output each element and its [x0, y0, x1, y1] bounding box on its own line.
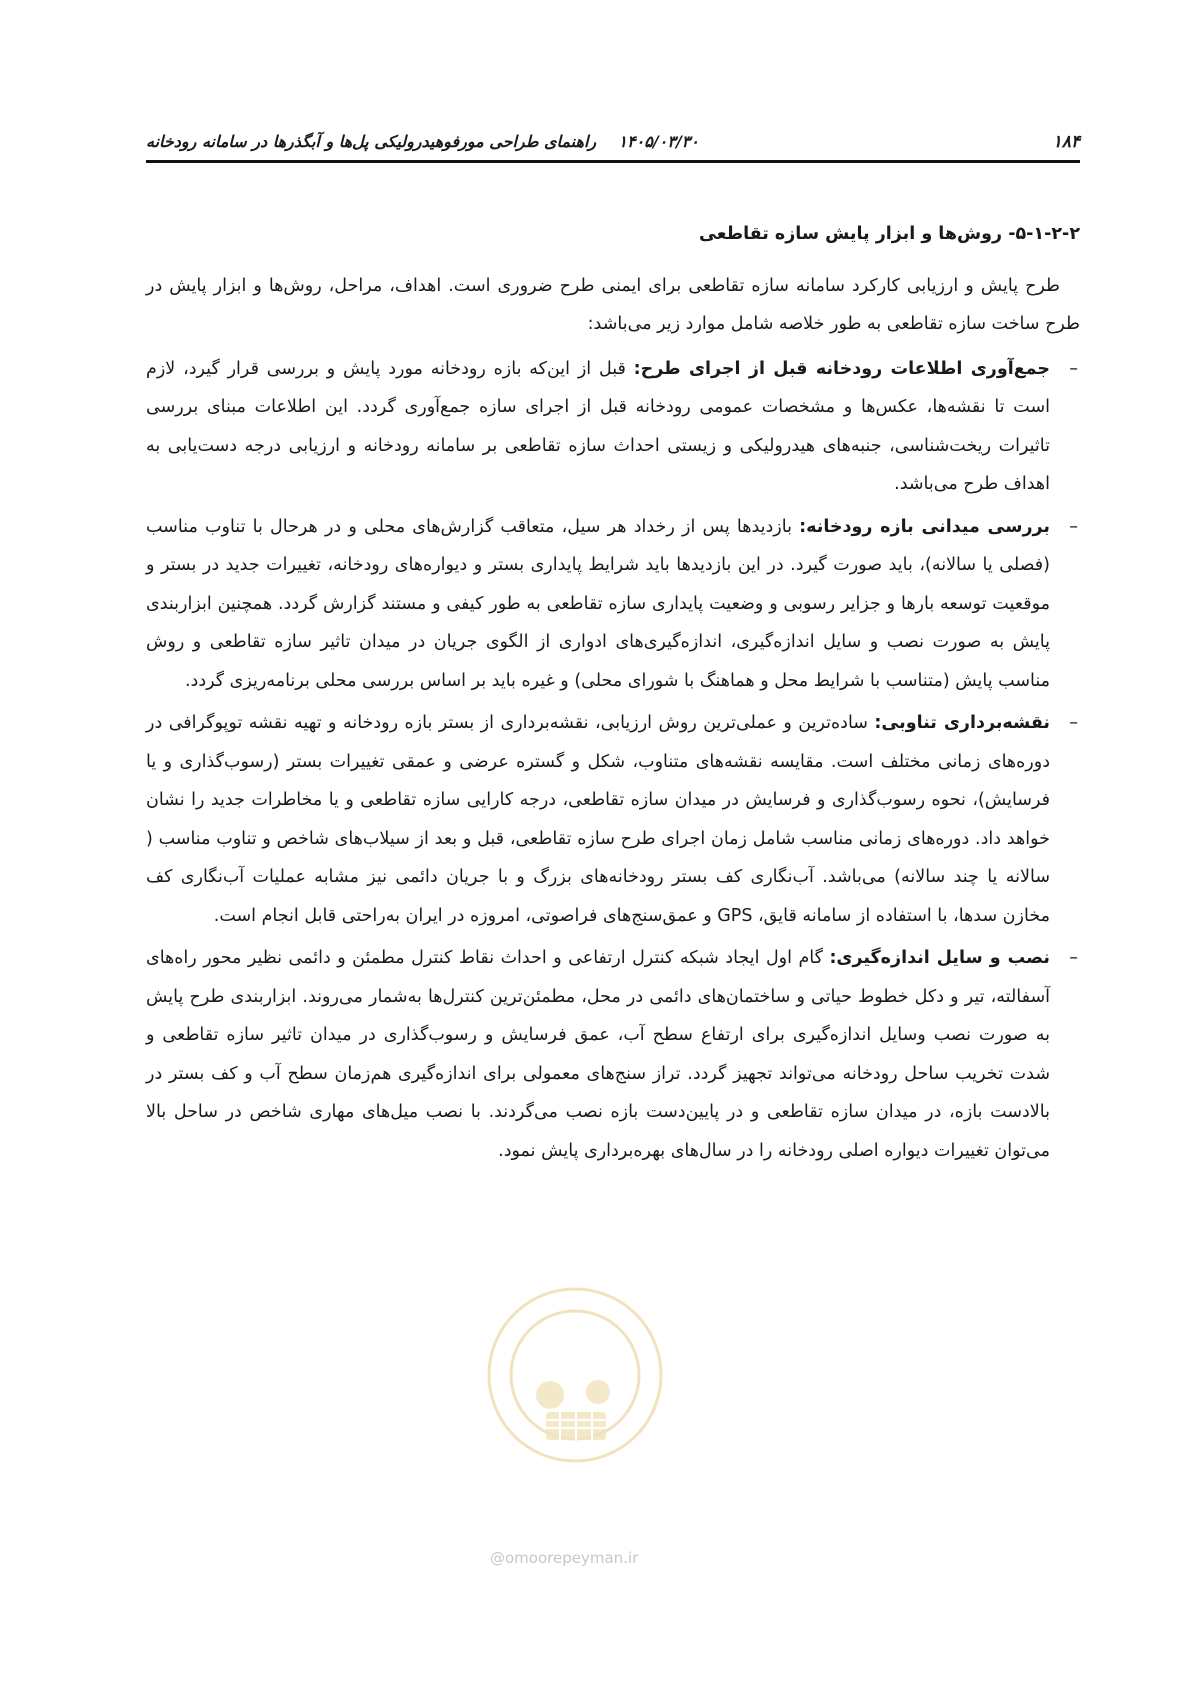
list-item [146, 939, 1080, 1170]
bullet-dash: – [1069, 948, 1078, 968]
running-title-date: ۱۴۰۵/۰۳/۳۰ [618, 132, 699, 151]
watermark-logo-icon [480, 1280, 670, 1470]
page-number: ۱۸۴ [1052, 132, 1080, 152]
bullet-lead: بررسی میدانی بازه رودخانه: [799, 516, 1050, 537]
bullet-dash: – [1069, 516, 1078, 537]
bullet-list [146, 350, 1080, 1171]
list-item [146, 508, 1080, 701]
bullet-dash: – [1069, 358, 1078, 379]
page-content [146, 215, 1080, 1174]
section-heading: ۵-۱-۲-۲- روش‌ها و ابزار پایش سازه تقاطعی [699, 224, 1080, 244]
bullet-lead: نقشه‌برداری تناوبی: [874, 713, 1050, 733]
intro-paragraph: طرح پایش و ارزیابی کارکرد سامانه سازه تقاطعی برای ایمنی طرح ضروری است. اهداف، مراحل، روش‌ها و ابزار پایش در طرح ساخت سازه تقاطعی به طور خلاصه شامل موارد زیر می‌باشد: [146, 275, 1080, 334]
bullet-dash: – [1069, 713, 1078, 733]
list-item [146, 704, 1080, 935]
watermark-text: @omoorepeyman.ir [490, 1549, 639, 1567]
page-header [146, 126, 1080, 163]
running-title [146, 132, 699, 151]
bullet-body: گام اول ایجاد شبکه کنترل ارتفاعی و احداث نقاط کنترل مطمئن و دائمی نظیر محور راه‌های آسفالته، تیر و دکل خطوط حیاتی و ساختمان‌های دائمی در محل، مطمئن‌ترین کنترل‌ها به‌شمار می‌روند. ابزاربندی طرح پایش به صورت نصب وسایل اندازه‌گیری برای ارتفاع سطح آب، عمق فرسایش و رسوب‌گذاری در میدان تاثیر سازه تقاطعی و شدت تخریب ساحل رودخانه می‌تواند تجهیز گردد. تراز سنج‌های معمولی برای اندازه‌گیری هم‌زمان سطح آب و کف بستر در بالادست بازه، در میدان سازه تقاطعی و در پایین‌دست بازه نصب می‌گردند. با نصب میل‌های مهاری شاخص در ساحل بالا می‌توان تغییرات دیواره اصلی رودخانه را در سال‌های بهره‌برداری پایش نمود. [146, 948, 1050, 1161]
bullet-body: بازدیدها پس از رخداد هر سیل، متعاقب گزارش‌های محلی و در هرحال با تناوب مناسب (فصلی یا سالانه)، باید صورت گیرد. در این بازدیدها باید شرایط پایداری بستر و دیواره‌های رودخانه، تغییرات جدید در بستر و موقعیت توسعه بارها و جزایر رسوبی و وضعیت پایداری سازه تقاطعی به طور کیفی و مستند گزارش گردد. همچنین ابزاربندی پایش به صورت نصب و سایل اندازه‌گیری، اندازه‌گیری‌های ادواری از الگوی جریان در میدان تاثیر سازه تقاطعی و روش مناسب پایش (متناسب با شرایط محل و هماهنگ با شورای محلی) و غیره باید بر اساس بررسی محلی برنامه‌ریزی گردد. [146, 516, 1050, 691]
running-title-text: راهنمای طراحی مورفوهیدرولیکی پل‌ها و آبگذرها در سامانه رودخانه [146, 132, 597, 151]
list-item [146, 350, 1080, 504]
bullet-body: ساده‌ترین و عملی‌ترین روش ارزیابی، نقشه‌برداری از بستر بازه رودخانه و تهیه نقشه توپوگرافی در دوره‌های زمانی مختلف است. مقایسه نقشه‌های متناوب، شکل و گستره عرضی و عمقی تغییرات بستر (رسوب‌گذاری و یا فرسایش)، نحوه رسوب‌گذاری و فرسایش در میدان سازه تقاطعی، درجه کارایی سازه تقاطعی و یا مخاطرات جدید را نشان خواهد داد. دوره‌های زمانی مناسب شامل زمان اجرای طرح سازه تقاطعی، قبل و بعد از سیلاب‌های شاخص و تناوب مناسب ( سالانه یا چند سالانه) می‌باشد. آب‌نگاری کف بستر رودخانه‌های بزرگ و با جریان دائمی نیز مشابه عملیات آب‌نگاری کف مخازن سدها، با استفاده از سامانه قایق، GPS و عمق‌سنج‌های فراصوتی، امروزه در ایران به‌راحتی قابل انجام است. [146, 713, 1050, 926]
bullet-body: قبل از این‌که بازه رودخانه مورد پایش و بررسی قرار گیرد، لازم است تا نقشه‌ها، عکس‌ها و مشخصات عمومی رودخانه قبل از اجرای سازه جمع‌آوری گردد. این اطلاعات مبنای بررسی تاثیرات ریخت‌شناسی، جنبه‌های هیدرولیکی و زیستی احداث سازه تقاطعی بر سامانه رودخانه و ارزیابی درجه دست‌یابی به اهداف طرح می‌باشد. [146, 358, 1050, 494]
bullet-lead: جمع‌آوری اطلاعات رودخانه قبل از اجرای طرح: [633, 358, 1050, 379]
bullet-lead: نصب و سایل اندازه‌گیری: [829, 948, 1050, 968]
